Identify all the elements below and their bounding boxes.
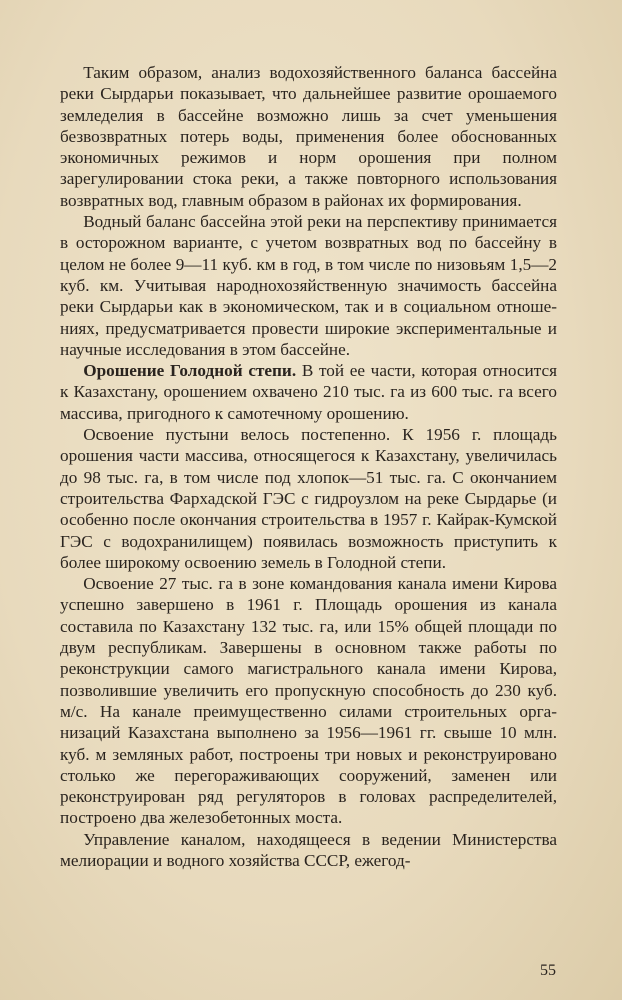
paragraph-1: [60, 62, 557, 211]
paragraph-text: В той ее части, которая относится к Казахстану, орошением охвачено 210 тыс. га из 600 тыс. га всего массива, пригодного к самотечному орошению.: [60, 361, 557, 423]
page-number: 55: [540, 962, 556, 979]
body-text: [60, 62, 557, 871]
paragraph-text: Освоение 27 тыс. га в зоне командования канала имени Кирова успешно завершено в 1961 г. Площадь орошения из канала составила по Казахстану 132 тыс. га, или 15% общей площади по двум республикам. Завершены в основном также работы по реконструкции самого магистрального канала имени Кирова, позволившие увеличить его пропускную способность до 230 куб. м/с. На канале преимущественно силами строительных организаций Казахстана выполнено за 1956—1961 гг. свыше 10 млн. куб. м земляных работ, построены три новых и реконструировано столько же перегораживающих сооружений, заменен или реконструирован ряд регуляторов в головах распределителей, построено два железобетонных моста.: [60, 574, 557, 828]
paragraph-2: [60, 211, 557, 360]
paragraph-text: Управление каналом, находящееся в ведении Министерства мелиорации и водного хозяйства СССР, ежегод-: [60, 829, 557, 870]
paragraph-6: [60, 829, 557, 872]
paragraph-5: [60, 573, 557, 829]
section-heading-inline: Орошение Голодной степи.: [83, 361, 297, 381]
paragraph-text: Таким образом, анализ водохозяйственного баланса бассейна реки Сырдарьи показывает, что дальнейшее развитие орошаемого земледелия в бассейне возможно лишь за счет уменьшения безвозвратных потерь воды, применения более обоснованных экономичных режимов и норм орошения при полном зарегулировании стока реки, а также повторного использования возвратных вод, главным образом в районах их формирования.: [60, 63, 557, 210]
paragraph-text: Водный баланс бассейна этой реки на перспективу принимается в осторожном варианте, с учетом возвратных вод по бассейну в целом не более 9—11 куб. км в год, в том числе по низовьям 1,5—2 куб. км. Учитывая народнохозяйственную значимость бассейна реки Сырдарьи как в экономическом, так и в социальном отношениях, предусматривается провести широкие экспериментальные и научные исследования в этом бассейне.: [60, 212, 557, 359]
paragraph-text: Освоение пустыни велось постепенно. К 1956 г. площадь орошения части массива, относящегося к Казахстану, увеличилась до 98 тыс. га, в том числе под хлопок—51 тыс. га. С окончанием строительства Фархадской ГЭС с гидроузлом на реке Сырдарье (и особенно после окончания строительства в 1957 г. Кайрак-Кумской ГЭС с водохранилищем) появилась возможность приступить к более широкому освоению земель в Голодной степи.: [60, 425, 557, 572]
paragraph-4: [60, 424, 557, 573]
paragraph-3: [60, 360, 557, 424]
